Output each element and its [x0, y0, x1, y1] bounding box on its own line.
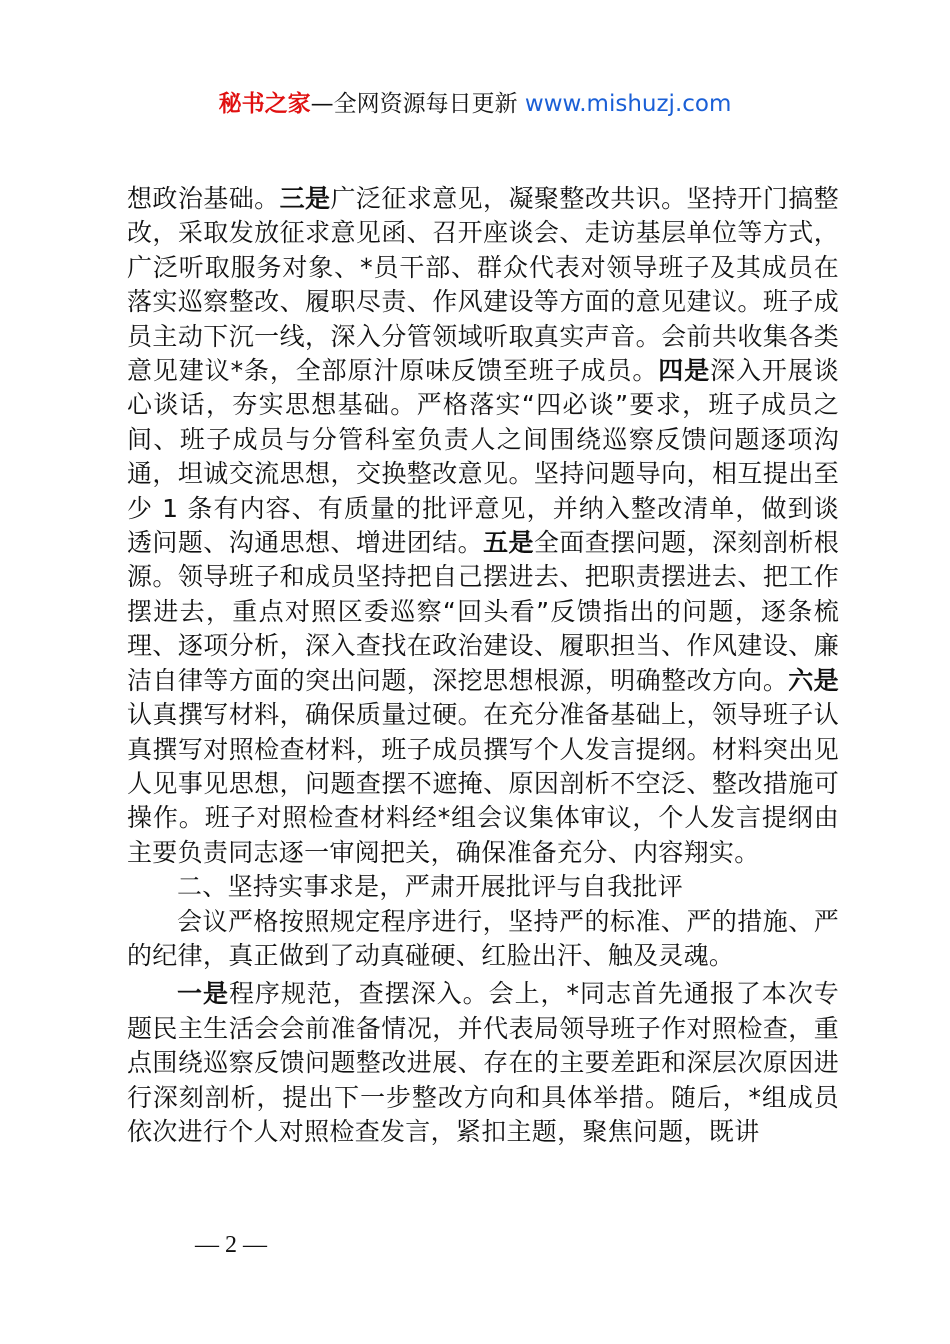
bold-run: 一是	[177, 979, 229, 1009]
site-header	[0, 86, 950, 122]
text-run: 广泛征求意见，凝聚整改共识。坚持开门搞整改，采取发放征求意见函、召开座谈会、走访基层单位等方式，广泛听取服务对象、*员干部、群众代表对领导班子及其成员在落实巡察整改、履职尽责、作风建设等方面的意见建议。班子成员主动下沉一线，深入分管领域听取真实声音。会前共收集各类意见建议*条，全部原汁原味反馈至班子成员。	[127, 184, 839, 386]
site-url-link[interactable]: www.mishuzj.com	[524, 91, 732, 117]
brand-name: 秘书之家	[218, 91, 311, 117]
body-paragraph	[127, 977, 839, 1149]
section-heading-text: 二、坚持实事求是，严肃开展批评与自我批评	[177, 872, 684, 902]
body-paragraph	[127, 182, 839, 870]
page-number: — 2 —	[195, 1232, 267, 1258]
body-paragraph	[127, 905, 839, 974]
text-run: 全面查摆问题，深刻剖析根源。领导班子和成员坚持把自己摆进去、把职责摆进去、把工作摆进去，重点对照区委巡察“回头看”反馈指出的问题，逐条梳理、逐项分析，深入查找在政治建设、履职担当、作风建设、廉洁自律等方面的突出问题，深挖思想根源，明确整改方向。	[127, 528, 839, 695]
text-run: 想政治基础。	[127, 184, 280, 213]
section-heading	[127, 870, 839, 904]
text-run: 程序规范，查摆深入。会上，*同志首先通报了本次专题民主生活会会前准备情况，并代表局领导班子作对照检查，重点围绕巡察反馈问题整改进展、存在的主要差距和深层次原因进行深刻剖析，提出下一步整改方向和具体举措。随后，*组成员依次进行个人对照检查发言，紧扣主题，聚焦问题，既讲	[127, 979, 839, 1146]
bold-run: 四是	[658, 356, 711, 386]
text-run: 深入开展谈心谈话，夯实思想基础。严格落实“四必谈”要求，班子成员之间、班子成员与分管科室负责人之间围绕巡察反馈问题逐项沟通，坦诚交流思想，交换整改意见。坚持问题导向，相互提出至少 1 条有内容、有质量的批评意见，并纳入整改清单，做到谈透问题、沟通思想、增进团结。	[127, 356, 839, 558]
bold-run: 三是	[279, 184, 331, 213]
document-body	[127, 182, 839, 1149]
header-slogan: —全网资源每日更新	[310, 91, 518, 117]
bold-run: 五是	[483, 528, 534, 558]
text-run: 认真撰写材料，确保质量过硬。在充分准备基础上，领导班子认真撰写对照检查材料，班子成员撰写个人发言提纲。材料突出见人见事见思想，问题查摆不遮掩、原因剖析不空泛、整改措施可操作。班子对照检查材料经*组会议集体审议，个人发言提纲由主要负责同志逐一审阅把关，确保准备充分、内容翔实。	[127, 700, 839, 867]
text-run: 会议严格按照规定程序进行，坚持严的标准、严的措施、严的纪律，真正做到了动真碰硬、红脸出汗、触及灵魂。	[127, 906, 839, 970]
bold-run: 六是	[788, 665, 839, 695]
